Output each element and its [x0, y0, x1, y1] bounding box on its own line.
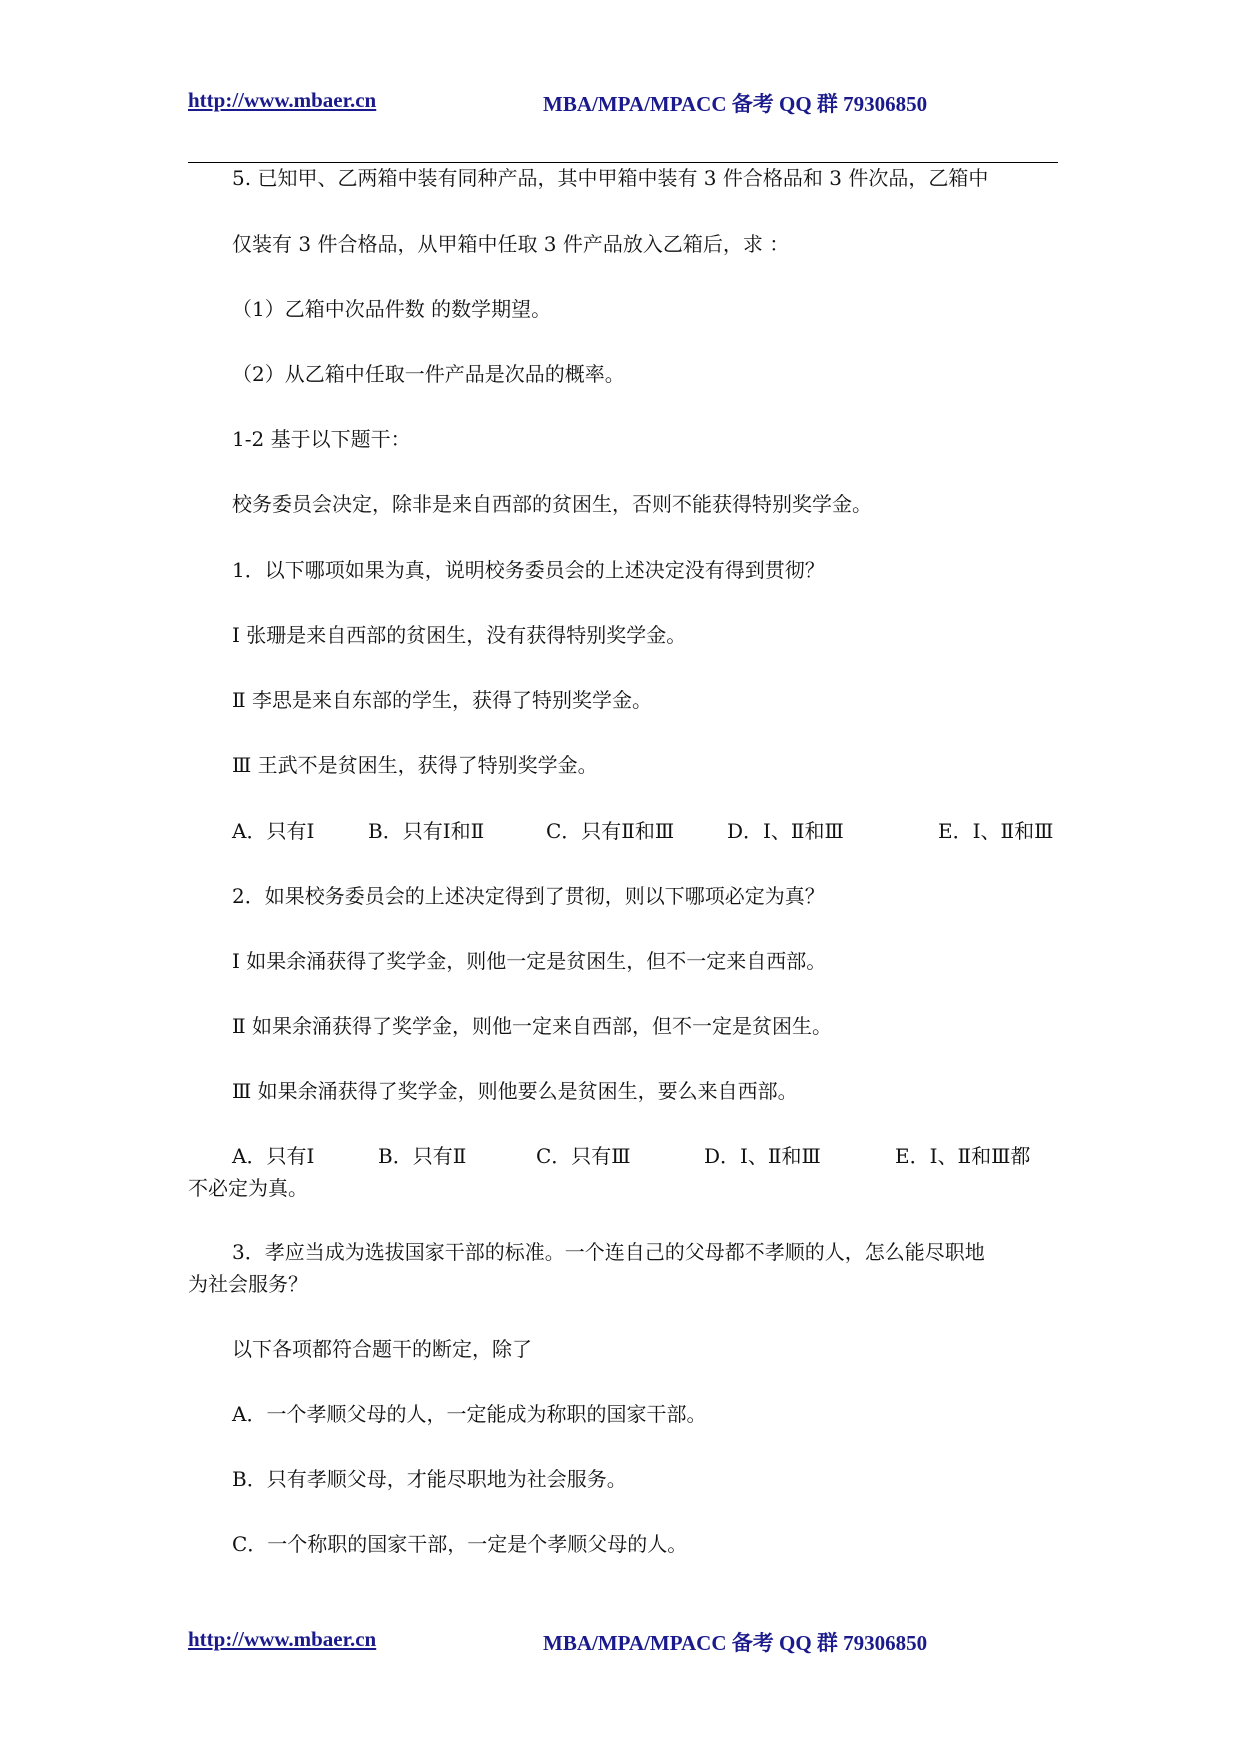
q2-statement-1: Ⅰ 如果余涌获得了奖学金，则他一定是贫困生，但不一定来自西部。 — [232, 949, 827, 973]
q3-line1: 3．孝应当成为选拔国家干部的标准。一个连自己的父母都不孝顺的人，怎么能尽职地 — [232, 1240, 985, 1264]
q1-statement-1: Ⅰ 张珊是来自西部的贫困生，没有获得特别奖学金。 — [232, 623, 687, 647]
q2-question: 2．如果校务委员会的上述决定得到了贯彻，则以下哪项必定为真？ — [232, 884, 825, 908]
q2-option-d: D．Ⅰ、Ⅱ和Ⅲ — [704, 1144, 821, 1168]
q2-option-e: E．Ⅰ、Ⅱ和Ⅲ都 — [895, 1144, 1031, 1168]
q5-line1: 5. 已知甲、乙两箱中装有同种产品，其中甲箱中装有 3 件合格品和 3 件次品，乙箱中 — [232, 166, 989, 190]
q3-option-b: B．只有孝顺父母，才能尽职地为社会服务。 — [232, 1467, 627, 1491]
header-website-link[interactable]: http://www.mbaer.cn — [188, 88, 377, 112]
stem-title: 1-2 基于以下题干： — [232, 427, 411, 451]
page-header — [188, 88, 1058, 118]
q5-part1: （1）乙箱中次品件数 的数学期望。 — [232, 297, 552, 321]
header-qq-group-text: MBA/MPA/MPACC 备考 QQ 群 79306850 — [543, 92, 928, 116]
q2-statement-3: Ⅲ 如果余涌获得了奖学金，则他要么是贫困生，要么来自西部。 — [232, 1079, 798, 1103]
q5-part2: （2）从乙箱中任取一件产品是次品的概率。 — [232, 362, 625, 386]
q3-option-c: C．一个称职的国家干部，一定是个孝顺父母的人。 — [232, 1532, 688, 1556]
q3-line2: 为社会服务？ — [188, 1272, 308, 1296]
q3-option-a: A．一个孝顺父母的人，一定能成为称职的国家干部。 — [232, 1402, 707, 1426]
q1-option-c: C．只有Ⅱ和Ⅲ — [546, 819, 675, 843]
q2-option-b: B．只有Ⅱ — [378, 1144, 467, 1168]
q1-option-e: E．Ⅰ、Ⅱ和Ⅲ — [938, 819, 1054, 843]
q1-statement-3: Ⅲ 王武不是贫困生，获得了特别奖学金。 — [232, 753, 598, 777]
q2-options-continuation: 不必定为真。 — [188, 1176, 308, 1200]
q1-option-a: A．只有Ⅰ — [232, 819, 315, 843]
q2-statement-2: Ⅱ 如果余涌获得了奖学金，则他一定来自西部，但不一定是贫困生。 — [232, 1014, 832, 1038]
q2-option-c: C．只有Ⅲ — [536, 1144, 631, 1168]
footer-qq-group-text: MBA/MPA/MPACC 备考 QQ 群 79306850 — [543, 1631, 928, 1655]
q3-prompt: 以下各项都符合题干的断定，除了 — [232, 1337, 532, 1361]
stem-text: 校务委员会决定，除非是来自西部的贫困生，否则不能获得特别奖学金。 — [232, 492, 872, 516]
footer-website-link[interactable]: http://www.mbaer.cn — [188, 1627, 377, 1651]
page-footer — [188, 1627, 1058, 1657]
q5-line2: 仅装有 3 件合格品，从甲箱中任取 3 件产品放入乙箱后，求 ： — [232, 232, 790, 256]
q1-option-b: B．只有Ⅰ和Ⅱ — [368, 819, 485, 843]
q1-statement-2: Ⅱ 李思是来自东部的学生，获得了特别奖学金。 — [232, 688, 652, 712]
q1-question: 1．以下哪项如果为真，说明校务委员会的上述决定没有得到贯彻？ — [232, 558, 825, 582]
q2-option-a: A．只有Ⅰ — [232, 1144, 315, 1168]
q1-option-d: D．Ⅰ、Ⅱ和Ⅲ — [727, 819, 844, 843]
